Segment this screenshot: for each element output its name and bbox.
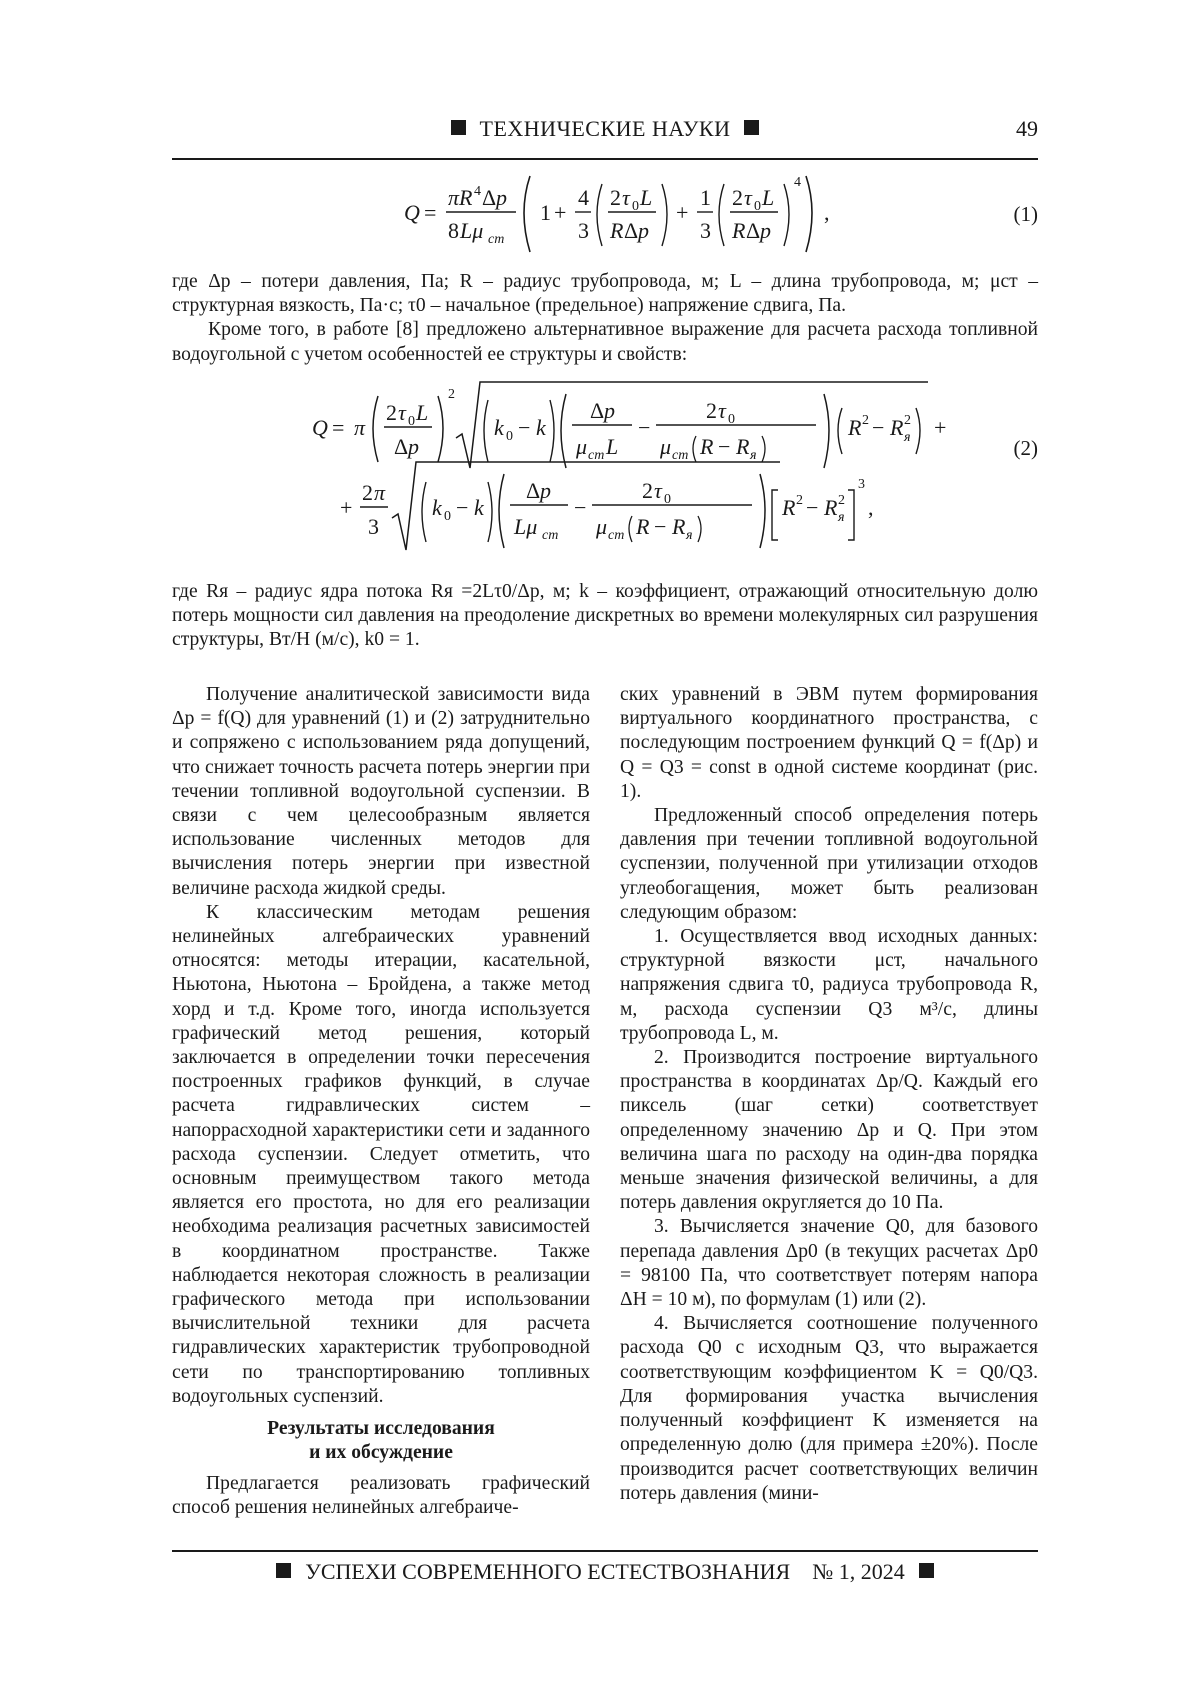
svg-text:k: k xyxy=(536,415,546,440)
svg-text:ст: ст xyxy=(542,528,559,543)
equation-number-2: (2) xyxy=(1013,436,1038,460)
section-title: Результаты исследования и их обсуждение xyxy=(267,1418,495,1464)
definitions-2: где Rя – радиус ядра потока Rя =2Lτ0/Δp, м; k – коэффициент, отражающий относительную долю потерь мощности сил давления на преодоление дискретных во времени молекулярных сил разрушения структуры, Вт/Н (м/с), k0 = 1. xyxy=(172,581,1038,651)
svg-text:2: 2 xyxy=(642,478,653,503)
svg-text:Δ: Δ xyxy=(394,434,409,459)
square-bullet-icon xyxy=(744,120,759,135)
svg-text:Lμ: Lμ xyxy=(514,514,538,539)
svg-text:L: L xyxy=(606,434,619,459)
formula-1 xyxy=(172,162,1038,262)
svg-text:R: R xyxy=(782,495,796,520)
svg-text:ст: ст xyxy=(672,448,689,463)
svg-text:Lμ: Lμ xyxy=(460,218,484,243)
svg-text:2: 2 xyxy=(862,413,869,428)
svg-text:τ: τ xyxy=(622,185,630,210)
svg-text:πR: πR xyxy=(448,185,473,210)
right-paragraph-0: ских уравнений в ЭВМ путем формирования виртуального координатного пространства, с последующим построением функций Q = f(Δp) и Q = Q3 = const в одной системе координат (рис. 1). xyxy=(620,684,1038,802)
svg-text:2: 2 xyxy=(448,387,455,402)
svg-text:+: + xyxy=(340,495,353,520)
right-step-2: 2. Производится построение виртуального пространства в координатах Δp/Q. Каждый его пиксель (шаг сетки) соответствует определенному значению Δp и Q. При этом величина шага по расходу на один-два порядка меньше значения физической величины, а для потерь давления округляется до 10 Па. xyxy=(620,1047,1038,1214)
svg-text:Δ: Δ xyxy=(624,218,639,243)
svg-text:+: + xyxy=(676,200,689,225)
svg-text:+: + xyxy=(554,200,567,225)
svg-text:R: R xyxy=(732,218,746,243)
svg-text:=: = xyxy=(424,200,437,225)
svg-text:−: − xyxy=(456,495,469,520)
svg-text:R: R xyxy=(610,218,624,243)
svg-text:ст: ст xyxy=(608,528,625,543)
right-step-4: 4. Вычисляется соотношение полученного расхода Q0 с исходным Q3, что выражается соответствующим коэффициентом K = Q0/Q3. Для формирования участка вычисления полученный коэффициент K изменяется на определенную долю (для примера ±20%). После производится расчет соответствующих величин потерь давления (мини- xyxy=(620,1313,1038,1504)
svg-text:0: 0 xyxy=(408,414,415,429)
right-step-1: 1. Осуществляется ввод исходных данных: структурной вязкости μст, начального напряжения сдвига τ0, радиуса трубопровода R, м, расхода суспензии Q3 м³/с, длины трубопровода L, м. xyxy=(620,926,1038,1044)
page-number: 49 xyxy=(1016,116,1038,141)
svg-text:R: R xyxy=(672,514,686,539)
svg-text:R: R xyxy=(890,415,904,440)
svg-text:,: , xyxy=(824,200,830,225)
svg-text:R: R xyxy=(824,495,838,520)
svg-text:−: − xyxy=(718,434,731,459)
svg-text:p: p xyxy=(760,218,771,243)
journal-section: ТЕХНИЧЕСКИЕ НАУКИ xyxy=(479,116,731,141)
svg-text:k: k xyxy=(494,415,504,440)
svg-text:p: p xyxy=(496,185,507,210)
svg-text:π: π xyxy=(354,415,366,440)
svg-text:p: p xyxy=(638,218,649,243)
svg-text:2: 2 xyxy=(386,400,397,425)
svg-text:3: 3 xyxy=(578,218,589,243)
svg-text:4: 4 xyxy=(578,185,589,210)
svg-text:2: 2 xyxy=(904,413,911,428)
svg-text:0: 0 xyxy=(754,199,761,214)
svg-text:π: π xyxy=(374,480,386,505)
svg-text:я: я xyxy=(838,510,845,525)
definitions-1: где Δp – потери давления, Па; R – радиус трубопровода, м; L – длина трубопровода, м; μст – структурная вязкость, Па·с; τ0 – начальное (предельное) напряжение сдвига, Па. xyxy=(172,271,1038,317)
formula-2-graphic xyxy=(172,378,1038,568)
definitions-block-2 xyxy=(172,580,1038,653)
svg-text:R: R xyxy=(848,415,862,440)
svg-text:Q: Q xyxy=(404,200,420,225)
svg-text:k: k xyxy=(432,495,442,520)
svg-text:p: p xyxy=(540,478,551,503)
right-paragraph-1: Предложенный способ определения потерь давления при течении топливной водоугольной суспензии, полученной при утилизации отходов углеобогащения, может быть реализован следующим образом: xyxy=(620,805,1038,923)
svg-text:−: − xyxy=(654,514,667,539)
svg-text:2: 2 xyxy=(838,493,845,508)
left-paragraph-2: К классическим методам решения нелинейных алгебраических уравнений относятся: методы итерации, касательной, Ньютона, Ньютона – Бройдена, а также метод хорд и т.д. Кроме того, иногда используется графический метод решения, который заключается в определении точки пересечения построенных графиков функций, в случае расчета гидравлических систем – напоррасходной характеристики сети и заданного расхода суспензии. Следует отметить, что основным преимуществом такого метода является его простота, но для его реализации необходима реализация расчетных зависимостей в координатном пространстве. Также наблюдается некоторая сложность в реализации графического метода при использовании вычислительной техники для расчета гидравлических характеристик трубопроводной сети по транспортированию топливных водоугольных суспензий. xyxy=(172,901,590,1407)
svg-text:я: я xyxy=(750,448,757,463)
journal-page xyxy=(172,0,1038,1697)
svg-text:0: 0 xyxy=(506,429,513,444)
svg-text:p: p xyxy=(604,398,615,423)
header-divider xyxy=(172,158,1038,160)
square-bullet-icon xyxy=(919,1563,934,1578)
running-head xyxy=(172,116,1038,156)
svg-text:,: , xyxy=(868,495,874,520)
svg-text:2: 2 xyxy=(610,185,621,210)
square-bullet-icon xyxy=(276,1563,291,1578)
right-step-3: 3. Вычисляется значение Q0, для базового перепада давления Δp0 (в текущих расчетах Δp0 = 98100 Па, что соответствует потерям напора ΔH = 10 м), по формулам (1) или (2). xyxy=(620,1216,1038,1311)
svg-text:R: R xyxy=(700,434,714,459)
svg-text:ст: ст xyxy=(488,232,505,247)
svg-text:2: 2 xyxy=(796,493,803,508)
svg-text:R: R xyxy=(736,434,750,459)
running-foot xyxy=(172,1559,1038,1585)
svg-text:2: 2 xyxy=(732,185,743,210)
svg-text:8: 8 xyxy=(448,218,459,243)
svg-text:−: − xyxy=(574,495,587,520)
left-column xyxy=(172,683,590,1520)
svg-text:Δ: Δ xyxy=(526,478,541,503)
svg-text:L: L xyxy=(640,185,653,210)
equation-number-1: (1) xyxy=(1013,202,1038,226)
svg-text:τ: τ xyxy=(398,400,406,425)
svg-text:k: k xyxy=(474,495,484,520)
left-paragraph-1: Получение аналитической зависимости вида Δp = f(Q) для уравнений (1) и (2) затруднительно и сопряжено с использованием ряда допущений, что снижает точность расчета потерь энергии при течении топливной водоугольной суспензии. В связи с чем целесообразным является использование численных методов для вычисления потерь энергии при известной величине расхода жидкой среды. xyxy=(172,684,590,899)
svg-text:3: 3 xyxy=(368,514,379,539)
svg-text:1: 1 xyxy=(700,185,711,210)
svg-text:0: 0 xyxy=(444,509,451,524)
issue-number: № 1, 2024 xyxy=(812,1559,905,1584)
svg-text:3: 3 xyxy=(858,477,865,492)
svg-text:1: 1 xyxy=(540,200,551,225)
svg-text:0: 0 xyxy=(664,492,671,507)
svg-text:τ: τ xyxy=(718,398,726,423)
svg-text:2: 2 xyxy=(362,480,373,505)
svg-text:2: 2 xyxy=(706,398,717,423)
journal-name: УСПЕХИ СОВРЕМЕННОГО ЕСТЕСТВОЗНАНИЯ xyxy=(305,1559,791,1584)
svg-text:−: − xyxy=(806,495,819,520)
svg-text:3: 3 xyxy=(700,218,711,243)
svg-text:μ: μ xyxy=(596,514,608,539)
svg-text:я: я xyxy=(686,528,693,543)
svg-text:ст: ст xyxy=(588,448,605,463)
svg-text:L: L xyxy=(416,400,429,425)
svg-text:Δ: Δ xyxy=(482,185,497,210)
formula-1-graphic xyxy=(172,162,1038,262)
svg-text:0: 0 xyxy=(632,199,639,214)
formula-2 xyxy=(172,378,1038,568)
svg-text:0: 0 xyxy=(728,412,735,427)
svg-text:−: − xyxy=(518,415,531,440)
svg-text:μ: μ xyxy=(660,434,672,459)
svg-text:4: 4 xyxy=(794,175,801,190)
svg-text:+: + xyxy=(934,415,947,440)
left-paragraph-3: Предлагается реализовать графический способ решения нелинейных алгебраиче- xyxy=(172,1472,590,1518)
svg-text:τ: τ xyxy=(744,185,752,210)
svg-text:p: p xyxy=(408,434,419,459)
intro-formula-2: Кроме того, в работе [8] предложено альтернативное выражение для расчета расхода топливной водоугольной с учетом особенностей ее структуры и свойств: xyxy=(172,319,1038,365)
svg-text:−: − xyxy=(872,415,885,440)
svg-text:Δ: Δ xyxy=(590,398,605,423)
svg-text:μ: μ xyxy=(576,434,588,459)
right-column xyxy=(620,683,1038,1506)
svg-text:R: R xyxy=(636,514,650,539)
svg-text:Q: Q xyxy=(312,415,328,440)
svg-text:4: 4 xyxy=(474,184,481,199)
svg-text:τ: τ xyxy=(654,478,662,503)
definitions-block-1 xyxy=(172,270,1038,367)
svg-text:=: = xyxy=(332,415,345,440)
svg-text:−: − xyxy=(638,415,651,440)
svg-text:L: L xyxy=(762,185,775,210)
footer-divider xyxy=(172,1550,1038,1552)
square-bullet-icon xyxy=(451,120,466,135)
svg-text:Δ: Δ xyxy=(746,218,761,243)
svg-text:я: я xyxy=(904,430,911,445)
